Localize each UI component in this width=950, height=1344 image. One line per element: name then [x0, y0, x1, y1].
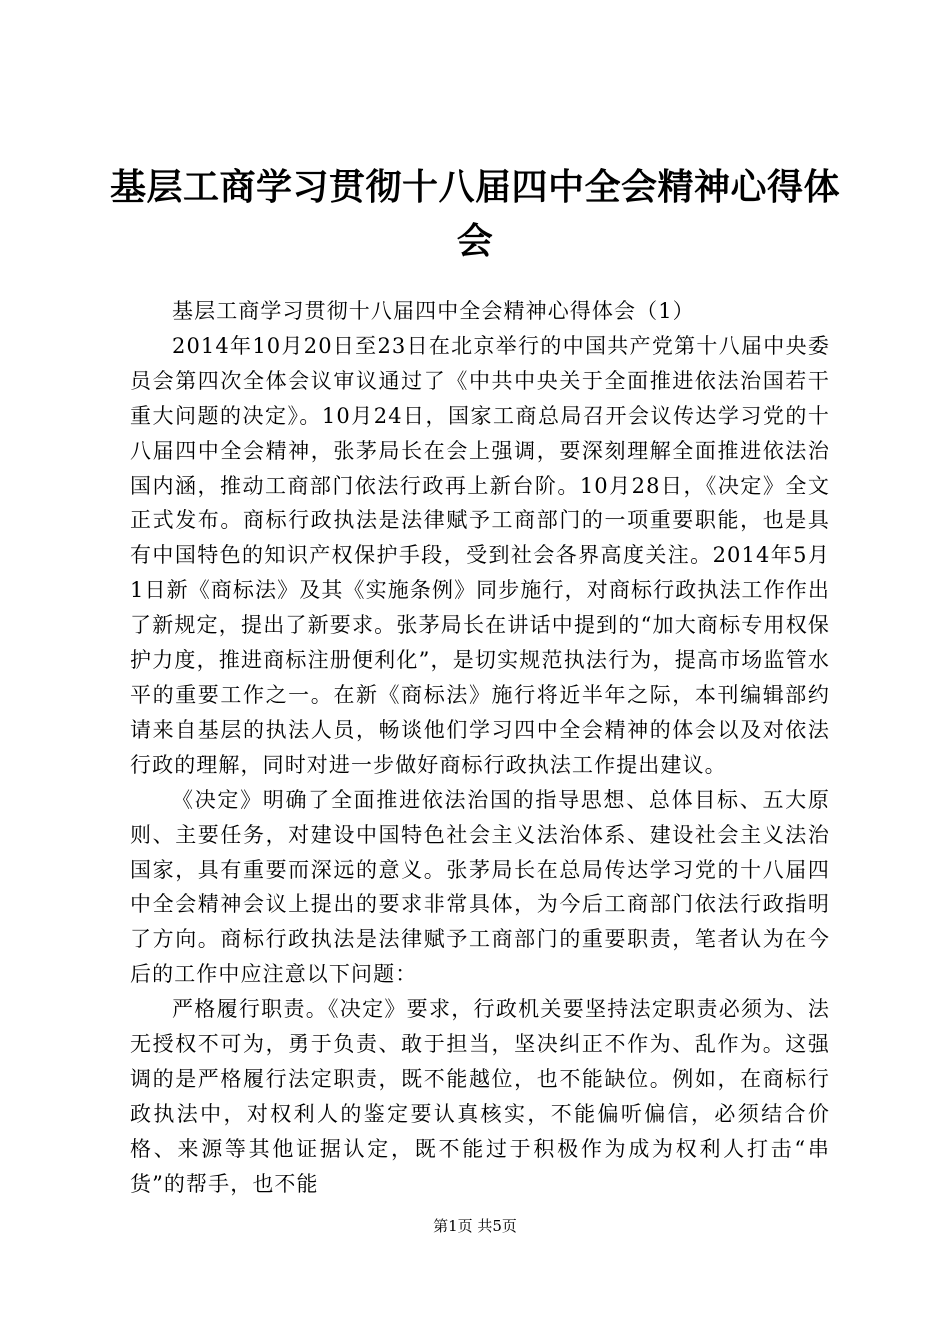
paragraph-subtitle: 基层工商学习贯彻十八届四中全会精神心得体会（1） [172, 299, 695, 323]
paragraph-duties: 严格履行职责。《决定》要求，行政机关要坚持法定职责必须为、法无授权不可为，勇于负责、敢于担当，坚决纠正不作为、乱作为。这强调的是严格履行法定职责，既不能越位，也不能缺位。例如，在商标行政执法中，对权利人的鉴定要认真核实，不能偏听偏信，必须结合价格、来源等其他证据认定，既不能过于积极作为成为权利人打击“串货”的帮手，也不能 [130, 997, 830, 1196]
paragraph-decision: 《决定》明确了全面推进依法治国的指导思想、总体目标、五大原则、主要任务，对建设中国特色社会主义法治体系、建设社会主义法治国家，具有重要而深远的意义。张茅局长在总局传达学习党的十八届四中全会精神会议上提出的要求非常具体，为今后工商部门依法行政指明了方向。商标行政执法是法律赋予工商部门的重要职责，笔者认为在今后的工作中应注意以下问题： [130, 787, 830, 987]
document-title: 基层工商学习贯彻十八届四中全会精神心得体会 [110, 166, 841, 262]
paragraph-intro: 2014年10月20日至23日在北京举行的中国共产党第十八届中央委员会第四次全体会议审议通过了《中共中央关于全面推进依法治国若干重大问题的决定》。10月24日，国家工商总局召开会议传达学习党的十八届四中全会精神，张茅局长在会上强调，要深刻理解全面推进依法治国内涵，推动工商部门依法行政再上新台阶。10月28日，《决定》全文正式发布。商标行政执法是法律赋予工商部门的一项重要职能，也是具有中国特色的知识产权保护手段，受到社会各界高度关注。2014年5月1日新《商标法》及其《实施条例》同步施行，对商标行政执法工作作出了新规定，提出了新要求。张茅局长在讲话中提到的“加大商标专用权保护力度，推进商标注册便利化”，是切实规范执法行为，提高市场监管水平的重要工作之一。在新《商标法》施行将近半年之际，本刊编辑部约请来自基层的执法人员，畅谈他们学习四中全会精神的体会以及对依法行政的理解，同时对进一步做好商标行政执法工作提出建议。 [130, 333, 830, 777]
document-body [130, 294, 830, 1202]
page-number-footer: 第1页 共5页 [433, 1217, 517, 1235]
